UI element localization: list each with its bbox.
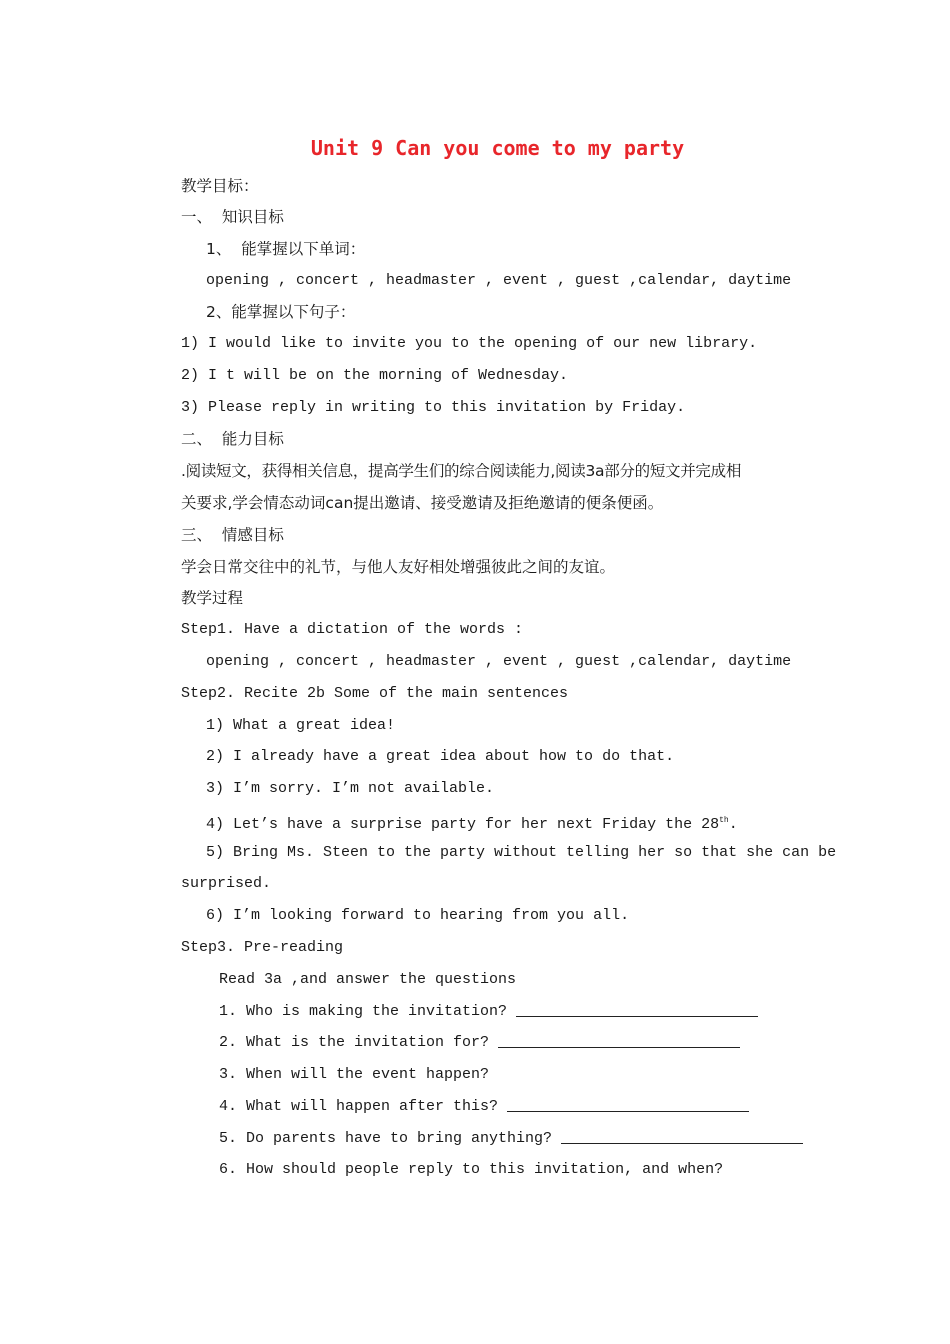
question-text: 6. How should people reply to this invitation, and when?	[219, 1161, 724, 1178]
question-text: 5. Do parents have to bring anything?	[219, 1130, 553, 1147]
step1-label: Step1. Have a dictation of the words :	[181, 621, 524, 638]
ability-heading: 二、 能力目标	[181, 430, 284, 448]
ordinal-suffix: th	[719, 816, 729, 825]
step2-item: 6) I’m looking forward to hearing from you all.	[206, 907, 630, 924]
step2-item-4-end: .	[728, 816, 738, 833]
answer-blank[interactable]	[498, 1033, 740, 1048]
emotion-heading: 三、 情感目标	[181, 526, 284, 544]
step2-item-4-text: 4) Let’s have a surprise party for her next Friday the 28	[206, 816, 720, 833]
ability-text-line2: 关要求,学会情态动词can提出邀请、接受邀请及拒绝邀请的便条便函。	[181, 494, 664, 512]
question-text: 1. Who is making the invitation?	[219, 1003, 508, 1020]
step3-instruction: Read 3a ,and answer the questions	[219, 971, 517, 988]
question-text: 3. When will the event happen?	[219, 1066, 490, 1083]
question-item	[219, 1097, 749, 1117]
step1-words: opening , concert , headmaster , event , guest ,calendar, daytime	[206, 653, 792, 670]
step2-item-continuation: surprised.	[181, 875, 272, 892]
question-text: 4. What will happen after this?	[219, 1098, 499, 1115]
question-item	[219, 1160, 723, 1180]
question-item	[219, 1065, 489, 1085]
emotion-text: 学会日常交往中的礼节，与他人友好相处增强彼此之间的友谊。	[181, 558, 616, 576]
question-item	[219, 1129, 803, 1149]
page-title: Unit 9 Can you come to my party	[310, 136, 685, 160]
step3-label: Step3. Pre-reading	[181, 939, 344, 956]
sentence-item: 1) I would like to invite you to the opening of our new library.	[181, 335, 758, 352]
step2-item: 1) What a great idea!	[206, 717, 396, 734]
ability-text-line1: .阅读短文，获得相关信息，提高学生们的综合阅读能力,阅读3a部分的短文并完成相	[181, 462, 742, 480]
sentence-item: 3) Please reply in writing to this invitation by Friday.	[181, 399, 686, 416]
sentence-item: 2) I t will be on the morning of Wednesday.	[181, 367, 569, 384]
vocabulary-list: opening , concert , headmaster , event , guest ,calendar, daytime	[206, 272, 792, 289]
step2-item: 2) I already have a great idea about how to do that.	[206, 748, 675, 765]
sentences-label: 2、能掌握以下句子：	[206, 303, 356, 321]
step2-item-4	[206, 811, 738, 835]
answer-blank[interactable]	[561, 1129, 803, 1144]
question-item	[219, 1002, 758, 1022]
step2-item: 5) Bring Ms. Steen to the party without telling her so that she can be	[206, 844, 837, 861]
step2-item: 3) I’m sorry. I’m not available.	[206, 780, 495, 797]
objectives-heading: 教学目标：	[181, 177, 259, 195]
knowledge-heading: 一、 知识目标	[181, 208, 284, 226]
question-item	[219, 1033, 740, 1053]
answer-blank[interactable]	[516, 1002, 758, 1017]
step2-label: Step2. Recite 2b Some of the main sentences	[181, 685, 569, 702]
question-text: 2. What is the invitation for?	[219, 1034, 490, 1051]
answer-blank[interactable]	[507, 1097, 749, 1112]
process-heading: 教学过程	[181, 589, 244, 607]
words-label: 1、 能掌握以下单词：	[206, 240, 366, 258]
